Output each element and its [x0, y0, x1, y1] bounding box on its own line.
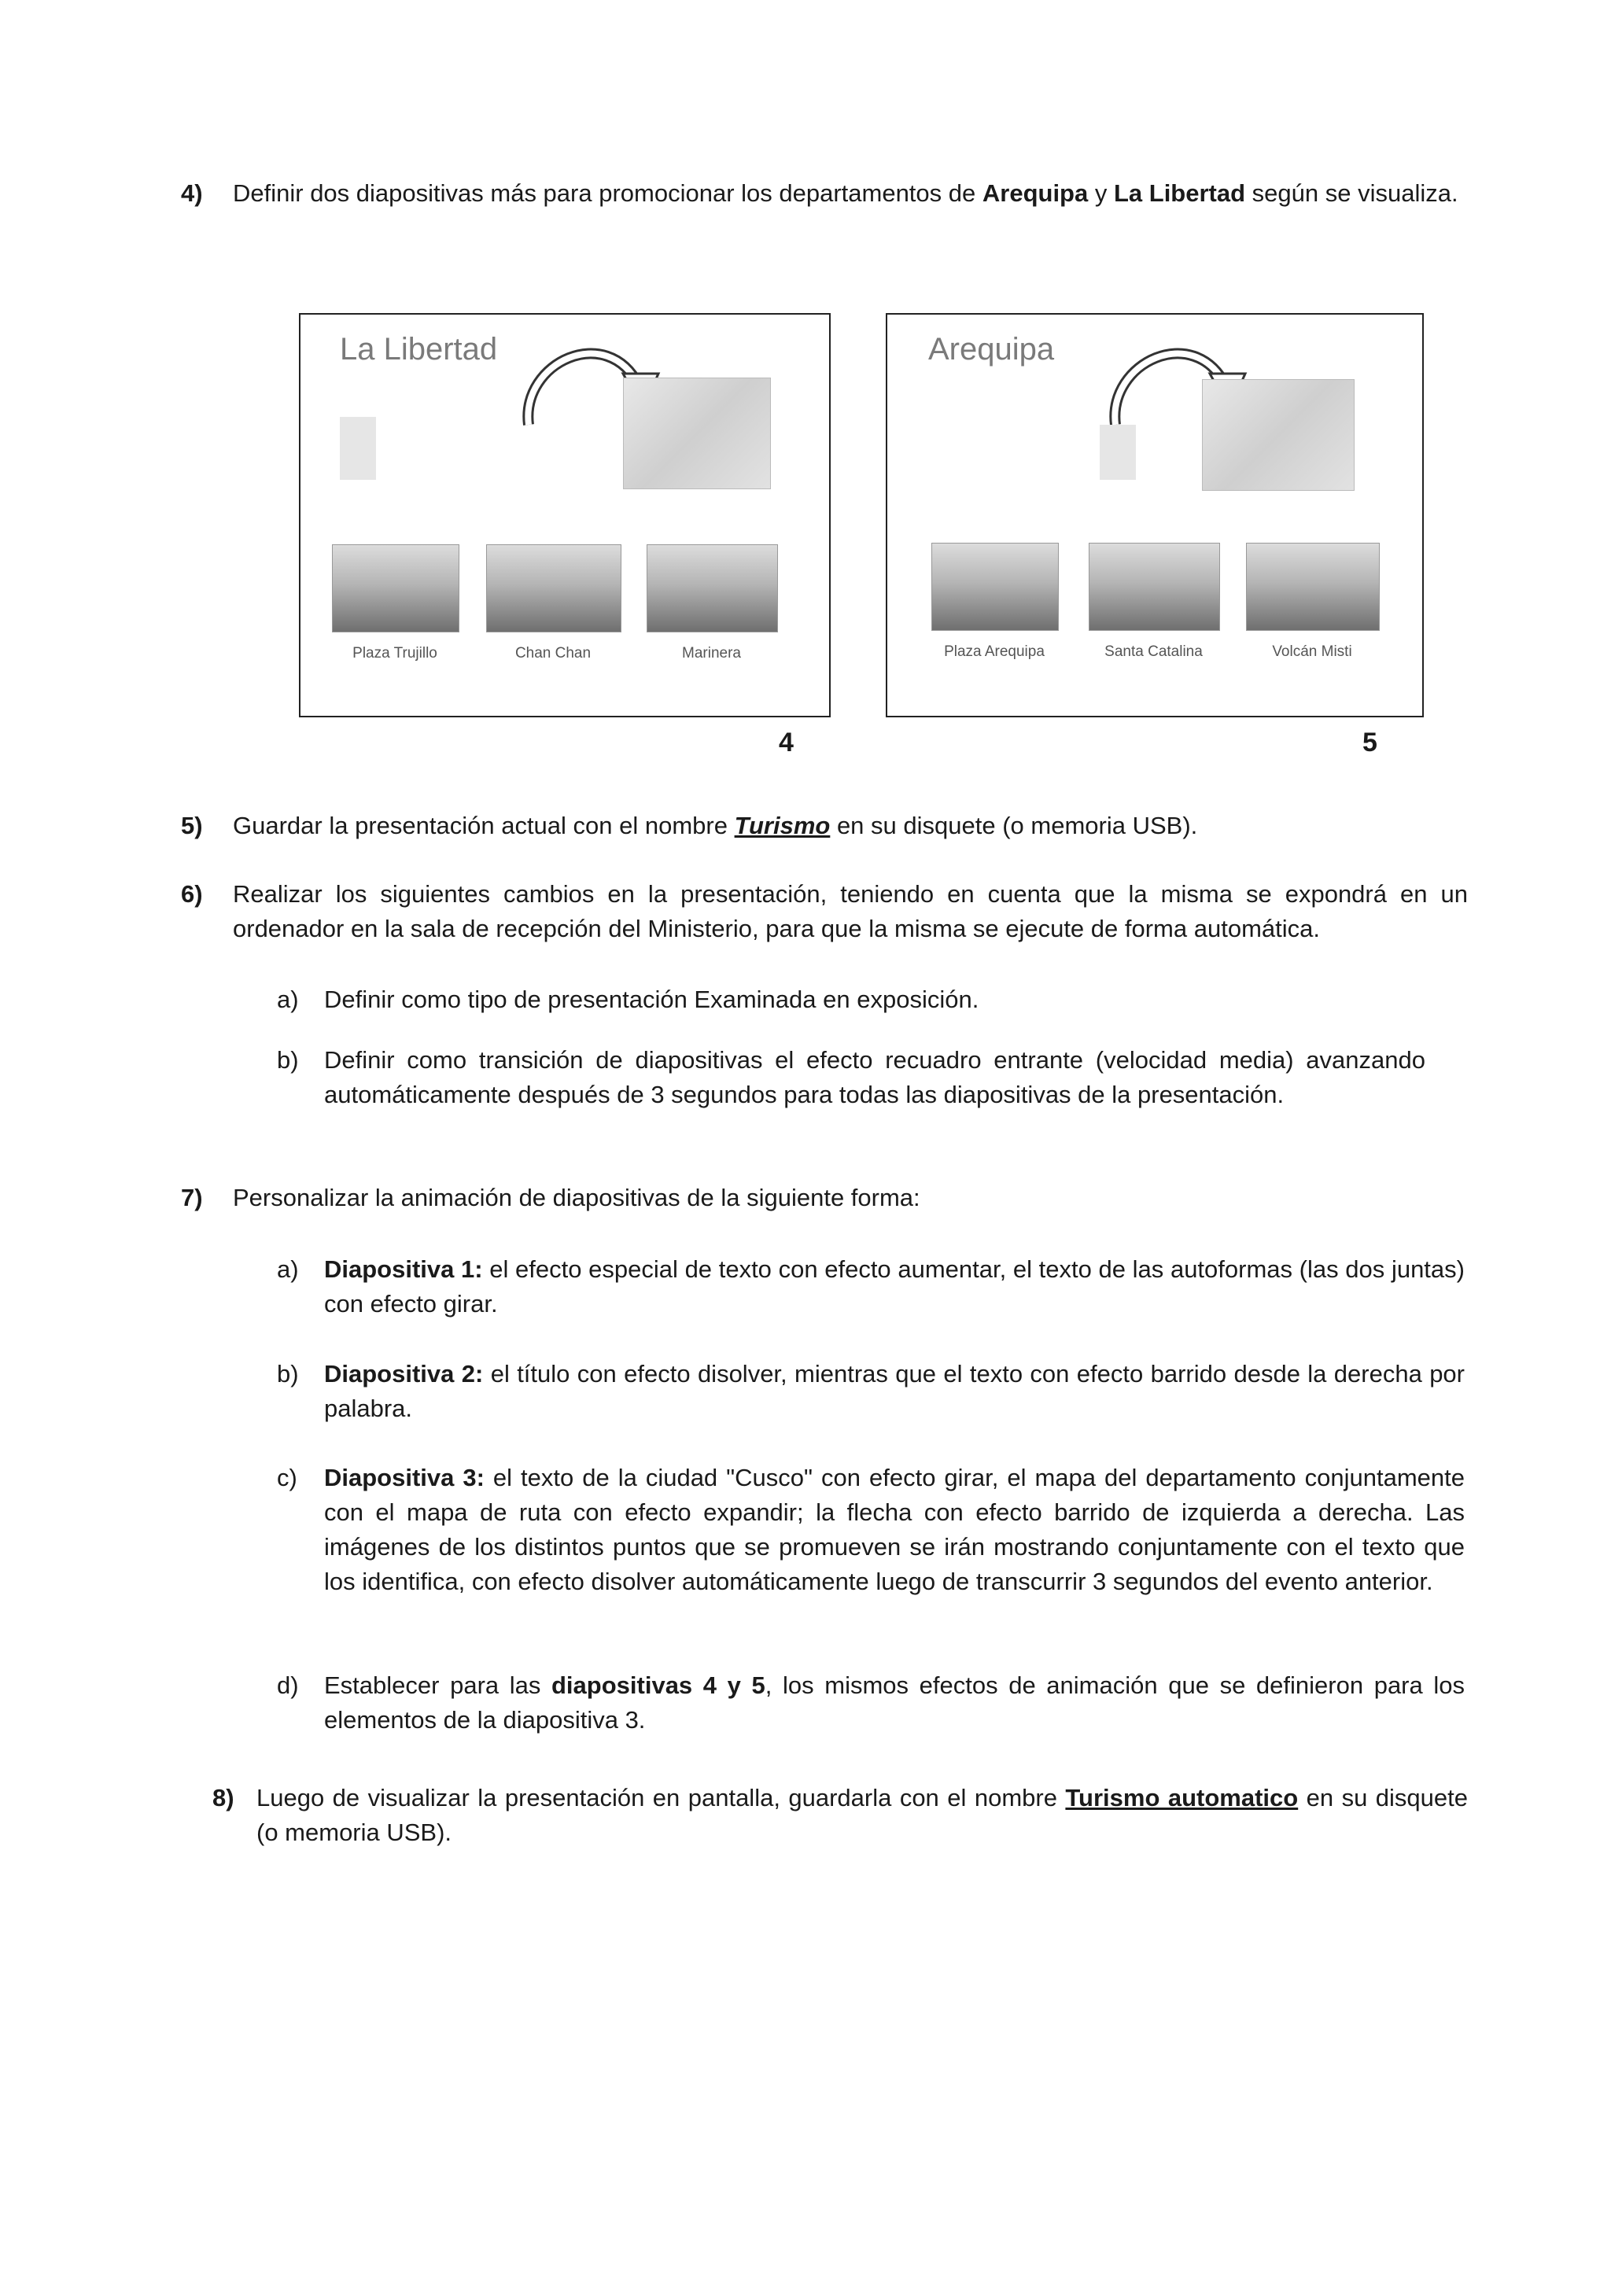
- q7a-body: el efecto especial de texto con efecto aumentar, el texto de las autoformas (las dos juntas) con efecto girar.: [324, 1255, 1465, 1318]
- caption-santa-catalina: Santa Catalina: [1104, 643, 1203, 660]
- question-7a-letter: a): [277, 1255, 299, 1283]
- department-map: [1100, 425, 1136, 480]
- question-8-text: [256, 1781, 1468, 1850]
- q7c-body: el texto de la ciudad "Cusco" con efecto girar, el mapa del departamento conjuntamente con el mapa de ruta con efecto expandir; la flecha con efecto barrido de izquierda a derecha. Las imágenes de los distintos puntos que se promueven se irán mostrando conjuntamente con el texto que los identifica, con efecto disolver automáticamente luego de transcurrir 3 segundos del evento anterior.: [324, 1464, 1465, 1595]
- slide-arequipa: [886, 313, 1424, 717]
- department-map: [340, 417, 376, 480]
- q8-file-name: Turismo automatico: [1065, 1784, 1299, 1811]
- question-8-number: 8): [212, 1784, 234, 1811]
- q7d-bold: diapositivas 4 y 5: [551, 1671, 765, 1699]
- question-6-text: Realizar los siguientes cambios en la presentación, teniendo en cuenta que la misma se expondrá en un ordenador en la sala de recepción del Ministerio, para que la misma se ejecute de forma automática.: [233, 880, 1468, 942]
- question-7-number: 7): [181, 1184, 203, 1211]
- question-6b-letter: b): [277, 1046, 299, 1074]
- caption-plaza-trujillo: Plaza Trujillo: [352, 645, 437, 662]
- q7b-body: el título con efecto disolver, mientras que el texto con efecto barrido desde la derecha por palabra.: [324, 1360, 1465, 1422]
- q7d-text-a: Establecer para las: [324, 1671, 551, 1699]
- q7c-bold: Diapositiva 3:: [324, 1464, 485, 1491]
- route-map: [623, 378, 771, 489]
- route-map: [1202, 379, 1355, 491]
- question-7-text: Personalizar la animación de diapositivas de la siguiente forma:: [233, 1184, 920, 1211]
- slide-title: Arequipa: [928, 332, 1055, 367]
- caption-plaza-arequipa: Plaza Arequipa: [944, 643, 1045, 660]
- slide-la-libertad: [299, 313, 831, 717]
- q7b-bold: Diapositiva 2:: [324, 1360, 484, 1388]
- q5-text-a: Guardar la presentación actual con el nombre: [233, 812, 735, 839]
- question-6a-letter: a): [277, 986, 299, 1013]
- photo-plaza-trujillo: [332, 544, 459, 632]
- q4-bold-arequipa: Arequipa: [982, 179, 1089, 207]
- q5-text-b: en su disquete (o memoria USB).: [830, 812, 1198, 839]
- photo-plaza-arequipa: [931, 543, 1059, 631]
- question-7b-letter: b): [277, 1360, 299, 1388]
- question-7c-text: [324, 1461, 1465, 1599]
- question-6-number: 6): [181, 880, 203, 908]
- question-6a-text: Definir como tipo de presentación Examinada en exposición.: [324, 986, 979, 1013]
- question-4-number: 4): [181, 179, 203, 207]
- q4-text-c: según se visualiza.: [1245, 179, 1458, 207]
- question-5-text: [233, 809, 1476, 843]
- q8-text-b: en su disquete (o memoria USB).: [256, 1784, 1468, 1846]
- question-4-text: [233, 176, 1476, 211]
- slide-title: La Libertad: [340, 332, 498, 367]
- photo-marinera: [647, 544, 778, 632]
- photo-chan-chan: [486, 544, 621, 632]
- q7d-text-b: , los mismos efectos de animación que se definieron para los elementos de la diapositiva 3.: [324, 1671, 1465, 1734]
- q8-text-a: Luego de visualizar la presentación en pantalla, guardarla con el nombre: [256, 1784, 1066, 1811]
- caption-marinera: Marinera: [682, 645, 741, 662]
- question-7a-text: [324, 1252, 1465, 1321]
- question-7d-text: [324, 1668, 1465, 1738]
- slide-number-5: 5: [1362, 728, 1377, 757]
- q7a-bold: Diapositiva 1:: [324, 1255, 483, 1283]
- question-7d-letter: d): [277, 1671, 299, 1699]
- caption-chan-chan: Chan Chan: [514, 645, 592, 662]
- photo-volcan-misti: [1246, 543, 1380, 631]
- caption-volcan-misti: Volcán Misti: [1272, 643, 1352, 660]
- question-6b-text: Definir como transición de diapositivas el efecto recuadro entrante (velocidad media) avanzando automáticamente después de 3 segundos para todas las diapositivas de la presentación.: [324, 1046, 1425, 1108]
- q5-file-name: Turismo: [734, 812, 831, 839]
- slide-number-4: 4: [779, 728, 794, 757]
- question-7c-letter: c): [277, 1464, 297, 1491]
- q4-text-a: Definir dos diapositivas más para promocionar los departamentos de: [233, 179, 982, 207]
- q4-bold-la-libertad: La Libertad: [1113, 179, 1246, 207]
- q4-text-b: y: [1088, 179, 1114, 207]
- question-7b-text: [324, 1357, 1465, 1426]
- photo-santa-catalina: [1089, 543, 1220, 631]
- question-5-number: 5): [181, 812, 203, 839]
